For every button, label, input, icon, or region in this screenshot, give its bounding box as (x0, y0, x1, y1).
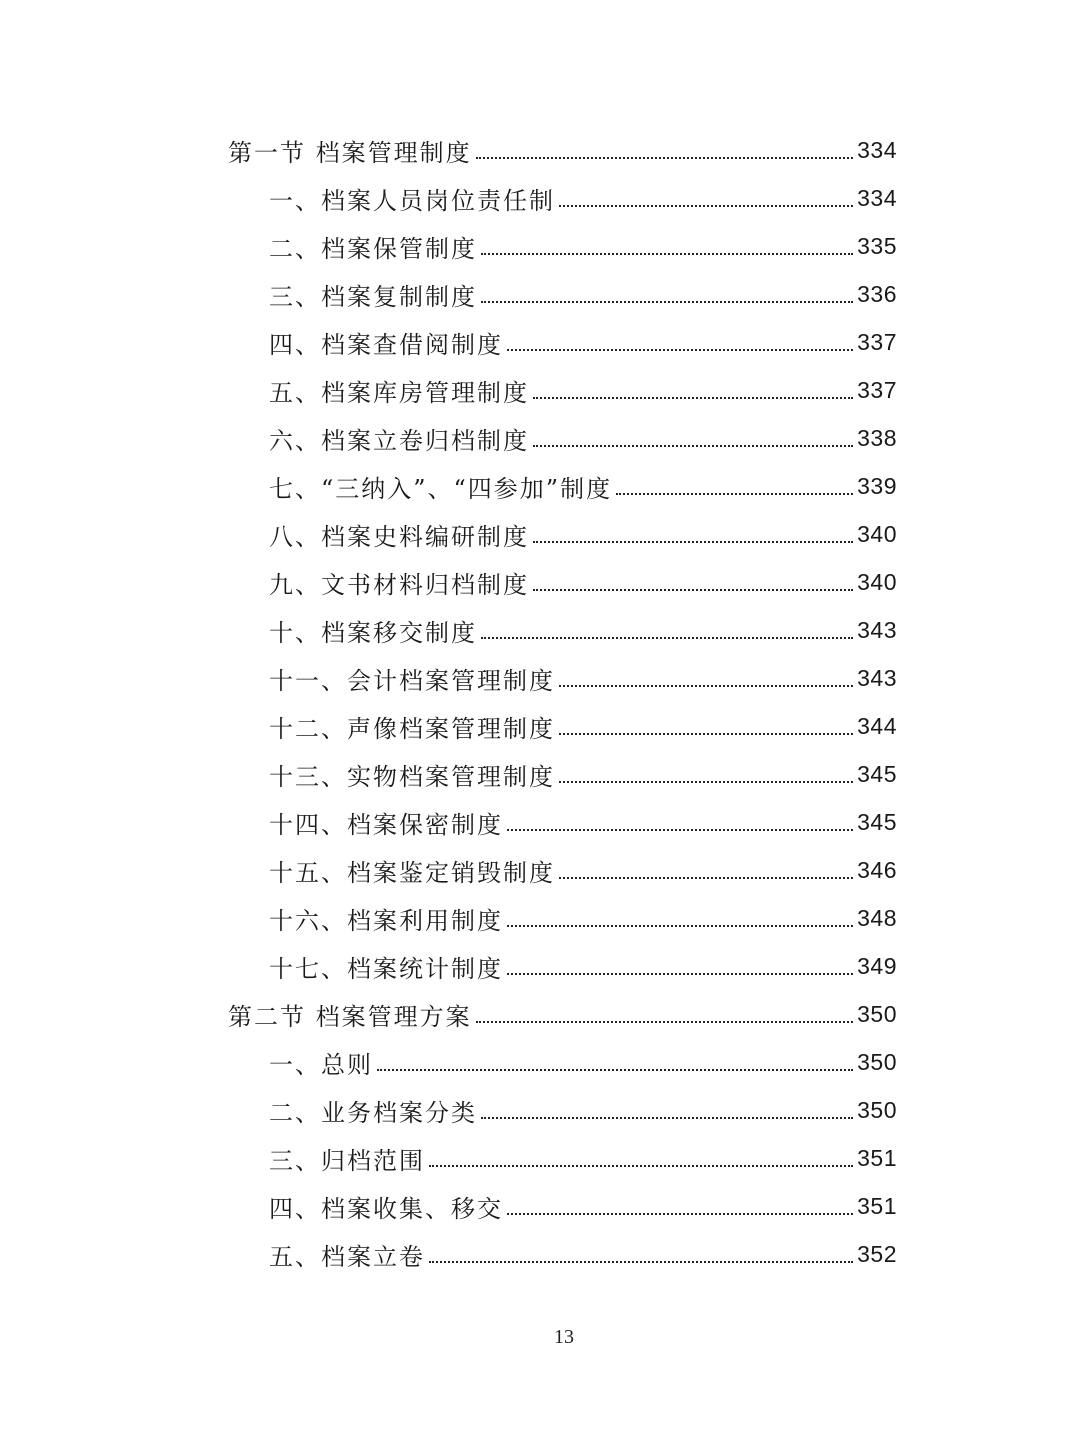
toc-entry-page: 351 (857, 1144, 897, 1171)
toc-entry[interactable] (0, 1038, 897, 1086)
toc-entry[interactable] (0, 606, 897, 654)
toc-entry[interactable] (0, 1230, 897, 1278)
dot-leader (429, 1261, 853, 1263)
toc-entry-page: 345 (857, 808, 897, 835)
toc-entry-page: 335 (857, 232, 897, 259)
toc-entry[interactable] (0, 270, 897, 318)
dot-leader (559, 877, 853, 879)
toc-entry-page: 334 (857, 184, 897, 211)
toc-entry-page: 339 (857, 472, 897, 499)
toc-entry-title: 二、业务档案分类 (269, 1098, 477, 1127)
dot-leader (429, 1165, 853, 1167)
toc-entry-title: 十四、档案保密制度 (269, 810, 503, 839)
toc-entry[interactable] (0, 1086, 897, 1134)
toc-entry-title: 五、档案立卷 (269, 1242, 425, 1271)
toc-entry-title: 二、档案保管制度 (269, 234, 477, 263)
dot-leader (559, 781, 853, 783)
dot-leader (507, 349, 853, 351)
toc-entry-page: 337 (857, 328, 897, 355)
toc-entry[interactable] (0, 174, 897, 222)
dot-leader (559, 205, 853, 207)
toc-entry[interactable] (0, 654, 897, 702)
dot-leader (481, 301, 853, 303)
toc-entry-title: 三、归档范围 (269, 1146, 425, 1175)
toc-entry-title: 十五、档案鉴定销毁制度 (269, 858, 555, 887)
toc-entry-title: 十二、声像档案管理制度 (269, 714, 555, 743)
toc-entry-title: 一、档案人员岗位责任制 (269, 186, 555, 215)
toc-entry-page: 349 (857, 952, 897, 979)
dot-leader (507, 829, 853, 831)
toc-entry-page: 340 (857, 568, 897, 595)
toc-entry[interactable] (0, 1134, 897, 1182)
toc-entry-page: 352 (857, 1240, 897, 1267)
toc-entry-page: 344 (857, 712, 897, 739)
dot-leader (481, 1117, 853, 1119)
toc-entry[interactable] (0, 846, 897, 894)
toc-entry[interactable] (0, 1182, 897, 1230)
dot-leader (533, 445, 853, 447)
toc-entry-title: 第二节 档案管理方案 (228, 1002, 472, 1031)
toc-entry-title: 第一节 档案管理制度 (228, 138, 472, 167)
dot-leader (507, 1213, 853, 1215)
toc-entry-page: 350 (857, 1096, 897, 1123)
toc-entry-title: 八、档案史料编研制度 (269, 522, 529, 551)
dot-leader (616, 493, 853, 495)
toc-entry-title: 四、档案查借阅制度 (269, 330, 503, 359)
dot-leader (559, 733, 853, 735)
toc-entry[interactable] (0, 510, 897, 558)
toc-entry-title: 九、文书材料归档制度 (269, 570, 529, 599)
toc-entry-page: 345 (857, 760, 897, 787)
toc-entry-title: 十一、会计档案管理制度 (269, 666, 555, 695)
toc-entry-title: 七、“三纳入”、“四参加”制度 (269, 474, 613, 503)
toc-entry-page: 351 (857, 1192, 897, 1219)
dot-leader (476, 157, 853, 159)
toc-entry[interactable] (0, 414, 897, 462)
toc-entry-title: 十三、实物档案管理制度 (269, 762, 555, 791)
dot-leader (507, 925, 853, 927)
toc-entry-title: 四、档案收集、移交 (269, 1194, 503, 1223)
toc-entry[interactable] (0, 558, 897, 606)
toc-entry-page: 350 (857, 1000, 897, 1027)
toc-entry[interactable] (0, 318, 897, 366)
toc-entry[interactable] (0, 942, 897, 990)
toc-entry[interactable] (0, 366, 897, 414)
toc-entry[interactable] (0, 750, 897, 798)
toc-entry[interactable] (0, 462, 897, 510)
toc-entry-title: 十六、档案利用制度 (269, 906, 503, 935)
toc-entry[interactable] (0, 990, 897, 1038)
dot-leader (559, 685, 853, 687)
dot-leader (476, 1021, 853, 1023)
toc-entry-page: 336 (857, 280, 897, 307)
toc-entry-title: 十、档案移交制度 (269, 618, 477, 647)
toc-entry[interactable] (0, 126, 897, 174)
toc-entry-page: 337 (857, 376, 897, 403)
toc-entry-title: 十七、档案统计制度 (269, 954, 503, 983)
toc-entry-page: 346 (857, 856, 897, 883)
toc-entry[interactable] (0, 702, 897, 750)
dot-leader (481, 637, 853, 639)
dot-leader (533, 589, 853, 591)
toc-entry-title: 三、档案复制制度 (269, 282, 477, 311)
toc-entry[interactable] (0, 798, 897, 846)
toc-entry-title: 六、档案立卷归档制度 (269, 426, 529, 455)
dot-leader (533, 397, 853, 399)
dot-leader (481, 253, 853, 255)
dot-leader (507, 973, 853, 975)
page-number: 13 (554, 1326, 574, 1348)
toc-entry[interactable] (0, 894, 897, 942)
toc-entry[interactable] (0, 222, 897, 270)
toc-entry-page: 343 (857, 664, 897, 691)
toc-entry-page: 343 (857, 616, 897, 643)
toc-entry-title: 五、档案库房管理制度 (269, 378, 529, 407)
dot-leader (377, 1069, 853, 1071)
toc-entry-page: 338 (857, 424, 897, 451)
toc-entry-page: 348 (857, 904, 897, 931)
toc-entry-page: 334 (857, 136, 897, 163)
toc-entry-page: 350 (857, 1048, 897, 1075)
table-of-contents (0, 126, 1080, 1278)
toc-entry-page: 340 (857, 520, 897, 547)
dot-leader (533, 541, 853, 543)
toc-entry-title: 一、总则 (269, 1050, 373, 1079)
